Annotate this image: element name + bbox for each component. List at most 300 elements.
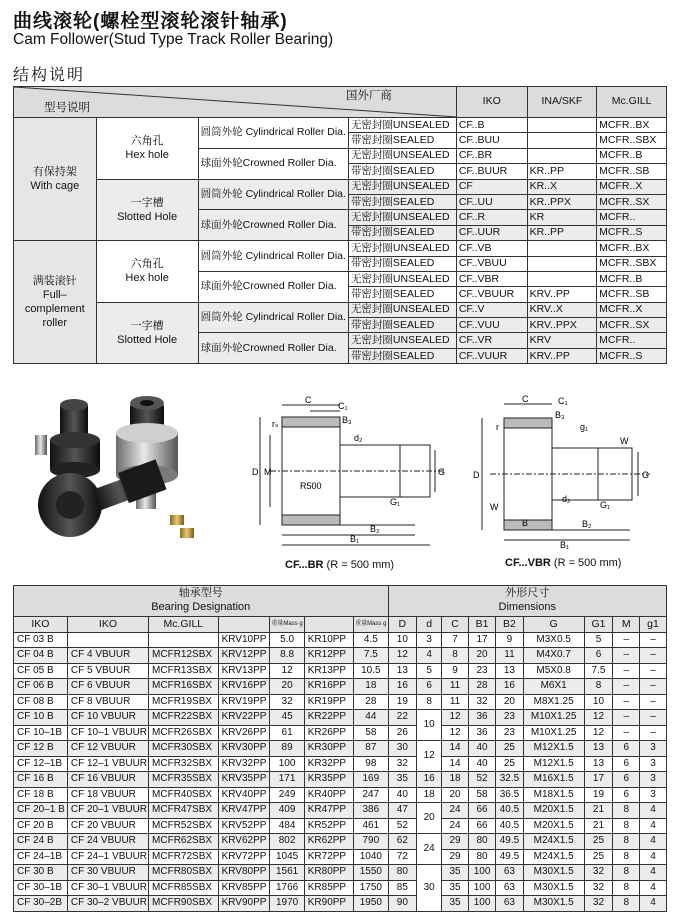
mass-kr: 58 [354, 725, 388, 741]
g1-small: – [640, 710, 667, 726]
mcgill-code: MCFR..SB [597, 164, 667, 179]
kr: KR16PP [304, 679, 353, 695]
g: M4X0.7 [523, 648, 584, 664]
dia-d: 6 [417, 679, 442, 695]
iko: CF 24 B [14, 834, 68, 850]
structure-row [14, 179, 667, 194]
col-iko: IKO [14, 617, 68, 633]
dia-d: 16 [417, 772, 442, 788]
seal-sealed: 带密封圈SEALED [348, 225, 456, 240]
dia-d-outer: 47 [388, 803, 417, 819]
iko-code: CF [456, 179, 527, 194]
dia-d: 12 [417, 741, 442, 772]
dia-d-outer: 90 [388, 896, 417, 912]
iko: CF 05 B [14, 663, 68, 679]
iko-code: CF..BUUR [456, 164, 527, 179]
m: 8 [613, 896, 640, 912]
mass-kr: 1040 [354, 849, 388, 865]
mass-kr: 7.5 [354, 648, 388, 664]
iko: CF 30–1B [14, 880, 68, 896]
mcgill: MCFR35SBX [149, 772, 219, 788]
m: 8 [613, 865, 640, 881]
mcgill: MCFR16SBX [149, 679, 219, 695]
col-g: G [523, 617, 584, 633]
mcgill: MCFR47SBX [149, 803, 219, 819]
krv: KRV32PP [218, 756, 270, 772]
krv: KRV85PP [218, 880, 270, 896]
c: 18 [442, 772, 469, 788]
mcgill-code: MCFR..X [597, 179, 667, 194]
dia-d-outer: 32 [388, 756, 417, 772]
c: 24 [442, 818, 469, 834]
category-with-cage: 有保持架 With cage [14, 118, 97, 241]
g1-small: 3 [640, 741, 667, 757]
mass-krv: 802 [270, 834, 304, 850]
mcgill: MCFR40SBX [149, 787, 219, 803]
g1-small: – [640, 663, 667, 679]
krv: KRV72PP [218, 849, 270, 865]
mass-krv: 12 [270, 663, 304, 679]
table-row [14, 725, 667, 741]
iko-v [67, 632, 148, 648]
dia-d: 30 [417, 865, 442, 912]
m: 8 [613, 849, 640, 865]
dim-rs: rₛ [272, 419, 279, 429]
krv: KRV52PP [218, 818, 270, 834]
roller-cylindrical: 圆筒外轮 Cylindrical Roller Dia. [198, 179, 348, 210]
seal-sealed: 带密封圈SEALED [348, 256, 456, 271]
dia-d-outer: 22 [388, 710, 417, 726]
g: M24X1.5 [523, 849, 584, 865]
seal-unsealed: 无密封圈UNSEALED [348, 210, 456, 225]
m: 8 [613, 834, 640, 850]
krv: KRV40PP [218, 787, 270, 803]
g1: 12 [584, 710, 613, 726]
iko-code: CF..R [456, 210, 527, 225]
iko: CF 16 B [14, 772, 68, 788]
b2: 49.5 [496, 849, 524, 865]
kr: KR47PP [304, 803, 353, 819]
roller-crowned: 球面外轮Crowned Roller Dia. [198, 210, 348, 241]
mass-krv: 100 [270, 756, 304, 772]
mass-krv: 8.8 [270, 648, 304, 664]
g1-small: 4 [640, 803, 667, 819]
iko: CF 20 B [14, 818, 68, 834]
b1: 100 [468, 880, 495, 896]
col-mass-kr: 重量Mass g [354, 617, 388, 633]
dia-d-outer: 85 [388, 880, 417, 896]
g: M20X1.5 [523, 803, 584, 819]
mass-kr: 10.5 [354, 663, 388, 679]
table-row [14, 834, 667, 850]
drawing-cf-br [250, 395, 450, 555]
dim2-b2: B₂ [582, 519, 592, 529]
iko: CF 10 B [14, 710, 68, 726]
mcgill-code: MCFR..BX [597, 118, 667, 133]
hole-type-hex: 六角孔 Hex hole [96, 241, 198, 303]
iko: CF 18 B [14, 787, 68, 803]
ina-code: KR..PP [527, 225, 597, 240]
col-b2: B2 [496, 617, 524, 633]
mass-kr: 247 [354, 787, 388, 803]
g1: 19 [584, 787, 613, 803]
krv: KRV30PP [218, 741, 270, 757]
g1-small: 3 [640, 756, 667, 772]
krv: KRV62PP [218, 834, 270, 850]
dim2-d2: d₂ [562, 494, 571, 504]
mcgill-code: MCFR.. [597, 210, 667, 225]
mcgill-code: MCFR..SBX [597, 256, 667, 271]
g1: 32 [584, 865, 613, 881]
g1: 32 [584, 880, 613, 896]
seal-unsealed: 无密封圈UNSEALED [348, 118, 456, 133]
mass-krv: 89 [270, 741, 304, 757]
b2: 63 [496, 880, 524, 896]
dia-d-outer: 16 [388, 679, 417, 695]
g: M3X0.5 [523, 632, 584, 648]
c: 24 [442, 803, 469, 819]
g1: 13 [584, 756, 613, 772]
mcgill-code: MCFR..B [597, 148, 667, 163]
hole-type-slotted: 一字槽 Slotted Hole [96, 302, 198, 364]
dia-d-outer: 35 [388, 772, 417, 788]
col-b1: B1 [468, 617, 495, 633]
iko: CF 12–1B [14, 756, 68, 772]
mass-kr: 28 [354, 694, 388, 710]
mass-kr: 169 [354, 772, 388, 788]
dia-d: 8 [417, 694, 442, 710]
mcgill-code: MCFR..SBX [597, 133, 667, 148]
krv: KRV22PP [218, 710, 270, 726]
krv: KRV35PP [218, 772, 270, 788]
header-model: 型号说明 [44, 101, 90, 114]
krv: KRV47PP [218, 803, 270, 819]
dim2-g1-thread: G₁ [600, 500, 611, 510]
dim-d-outer: D [252, 467, 259, 477]
mass-krv: 1561 [270, 865, 304, 881]
iko-v: CF 10 VBUUR [67, 710, 148, 726]
iko-v: CF 5 VBUUR [67, 663, 148, 679]
ina-code [527, 256, 597, 271]
dia-d-outer: 72 [388, 849, 417, 865]
b1: 36 [468, 710, 495, 726]
ina-code: KR [527, 210, 597, 225]
iko-code: CF..VBUU [456, 256, 527, 271]
dim2-b1: B₁ [560, 540, 570, 550]
col-krv [218, 617, 270, 633]
iko-v: CF 30 VBUUR [67, 865, 148, 881]
g1: 21 [584, 803, 613, 819]
mass-kr: 18 [354, 679, 388, 695]
b1: 58 [468, 787, 495, 803]
g1: 10 [584, 694, 613, 710]
iko-v: CF 30–1 VBUUR [67, 880, 148, 896]
table-row [14, 679, 667, 695]
mass-kr: 461 [354, 818, 388, 834]
hole-type-slotted: 一字槽 Slotted Hole [96, 179, 198, 241]
b2: 40.5 [496, 803, 524, 819]
c: 7 [442, 632, 469, 648]
g1-small: – [640, 648, 667, 664]
g: M24X1.5 [523, 834, 584, 850]
g1: 25 [584, 849, 613, 865]
iko: CF 30 B [14, 865, 68, 881]
g1-small: 4 [640, 880, 667, 896]
ina-code [527, 271, 597, 286]
ina-code: KRV..X [527, 302, 597, 317]
iko-v: CF 24–1 VBUUR [67, 849, 148, 865]
iko-v: CF 12–1 VBUUR [67, 756, 148, 772]
iko-v: CF 20–1 VBUUR [67, 803, 148, 819]
b1: 17 [468, 632, 495, 648]
b1: 32 [468, 694, 495, 710]
c: 20 [442, 787, 469, 803]
g1-small: – [640, 725, 667, 741]
dim-g1: G₁ [390, 497, 401, 507]
dia-d-outer: 30 [388, 741, 417, 757]
kr: KR13PP [304, 663, 353, 679]
mcgill: MCFR80SBX [149, 865, 219, 881]
b1: 28 [468, 679, 495, 695]
m: – [613, 663, 640, 679]
dim-b1: B₁ [350, 534, 360, 544]
col-m: M [613, 617, 640, 633]
b1: 66 [468, 803, 495, 819]
b2: 16 [496, 679, 524, 695]
iko: CF 30–2B [14, 896, 68, 912]
mass-krv: 20 [270, 679, 304, 695]
seal-sealed: 带密封圈SEALED [348, 287, 456, 302]
mcgill [149, 632, 219, 648]
roller-crowned: 球面外轮Crowned Roller Dia. [198, 271, 348, 302]
mcgill: MCFR26SBX [149, 725, 219, 741]
table-row [14, 741, 667, 757]
kr: KR90PP [304, 896, 353, 912]
mcgill: MCFR85SBX [149, 880, 219, 896]
ina-code: KRV [527, 333, 597, 348]
header-iko: IKO [456, 87, 527, 118]
m: – [613, 725, 640, 741]
iko-code: CF..VBR [456, 271, 527, 286]
seal-sealed: 带密封圈SEALED [348, 348, 456, 363]
g1: 8 [584, 679, 613, 695]
header-mcgill: Mc.GILL [597, 87, 667, 118]
iko-code: CF..VUUR [456, 348, 527, 363]
roller-crowned: 球面外轮Crowned Roller Dia. [198, 333, 348, 364]
kr: KR32PP [304, 756, 353, 772]
mass-krv: 5.0 [270, 632, 304, 648]
dim2-b: B [522, 518, 529, 528]
iko-v: CF 4 VBUUR [67, 648, 148, 664]
mcgill-code: MCFR..BX [597, 241, 667, 256]
seal-unsealed: 无密封圈UNSEALED [348, 271, 456, 286]
ina-code: KRV..PPX [527, 318, 597, 333]
ina-code: KR..X [527, 179, 597, 194]
iko-code: CF..VUU [456, 318, 527, 333]
seal-unsealed: 无密封圈UNSEALED [348, 241, 456, 256]
col-d: D [388, 617, 417, 633]
b2: 23 [496, 710, 524, 726]
g: M12X1.5 [523, 741, 584, 757]
mass-kr: 386 [354, 803, 388, 819]
mass-krv: 61 [270, 725, 304, 741]
col-mcgill: Mc.GILL [149, 617, 219, 633]
kr: KR19PP [304, 694, 353, 710]
c: 9 [442, 663, 469, 679]
g1: 25 [584, 834, 613, 850]
b2: 63 [496, 896, 524, 912]
header-dimensions: 外形尺寸 Dimensions [388, 586, 666, 617]
b2: 11 [496, 648, 524, 664]
mass-krv: 1970 [270, 896, 304, 912]
dia-d: 18 [417, 787, 442, 803]
table-row [14, 803, 667, 819]
mcgill-code: MCFR..S [597, 348, 667, 363]
structure-row [14, 241, 667, 256]
table-row [14, 849, 667, 865]
kr: KR35PP [304, 772, 353, 788]
g1-small: – [640, 679, 667, 695]
c: 35 [442, 896, 469, 912]
g1-small: 3 [640, 787, 667, 803]
iko: CF 24–1B [14, 849, 68, 865]
m: 8 [613, 818, 640, 834]
g1-small: – [640, 694, 667, 710]
g1: 7.5 [584, 663, 613, 679]
mcgill: MCFR13SBX [149, 663, 219, 679]
dim-m: M [264, 467, 272, 477]
b2: 9 [496, 632, 524, 648]
b1: 36 [468, 725, 495, 741]
iko-v: CF 12 VBUUR [67, 741, 148, 757]
g1-small: 3 [640, 772, 667, 788]
g: M30X1.5 [523, 865, 584, 881]
m: 8 [613, 880, 640, 896]
krv: KRV10PP [218, 632, 270, 648]
iko: CF 08 B [14, 694, 68, 710]
mass-krv: 45 [270, 710, 304, 726]
b1: 100 [468, 896, 495, 912]
iko-v: CF 8 VBUUR [67, 694, 148, 710]
mcgill-code: MCFR..B [597, 271, 667, 286]
dia-d-outer: 12 [388, 648, 417, 664]
caption-cf-vbr: CF...VBR (R = 500 mm) [505, 557, 622, 569]
dia-d-outer: 62 [388, 834, 417, 850]
m: 8 [613, 803, 640, 819]
dia-d-outer: 40 [388, 787, 417, 803]
kr: KR80PP [304, 865, 353, 881]
roller-cylindrical: 圆筒外轮 Cylindrical Roller Dia. [198, 118, 348, 149]
ina-code [527, 148, 597, 163]
dia-d: 10 [417, 710, 442, 741]
g1-small: 4 [640, 834, 667, 850]
iko-code: CF..V [456, 302, 527, 317]
g: M18X1.5 [523, 787, 584, 803]
m: – [613, 648, 640, 664]
ina-code: KR..PPX [527, 194, 597, 209]
mcgill-code: MCFR..SX [597, 194, 667, 209]
roller-cylindrical: 圆筒外轮 Cylindrical Roller Dia. [198, 241, 348, 272]
iko: CF 03 B [14, 632, 68, 648]
drawing-cf-vbr [470, 390, 665, 550]
header-maker: 国外厂商 [345, 90, 392, 102]
iko-code: CF..VB [456, 241, 527, 256]
g1: 13 [584, 741, 613, 757]
table-row [14, 710, 667, 726]
dim-r500: R500 [300, 481, 322, 491]
mcgill: MCFR19SBX [149, 694, 219, 710]
g1: 21 [584, 818, 613, 834]
b2: 32.5 [496, 772, 524, 788]
iko-v: CF 24 VBUUR [67, 834, 148, 850]
b2: 25 [496, 756, 524, 772]
kr: KR10PP [304, 632, 353, 648]
dim2-d-outer: D [473, 470, 480, 480]
g1-small: 4 [640, 818, 667, 834]
mass-kr: 87 [354, 741, 388, 757]
structure-row [14, 302, 667, 317]
c: 14 [442, 741, 469, 757]
mass-kr: 44 [354, 710, 388, 726]
mass-krv: 249 [270, 787, 304, 803]
kr: KR85PP [304, 880, 353, 896]
kr: KR52PP [304, 818, 353, 834]
dim-c1: C₁ [338, 401, 348, 411]
dim2-g1: g₁ [580, 422, 589, 432]
c: 35 [442, 880, 469, 896]
c: 11 [442, 694, 469, 710]
kr: KR40PP [304, 787, 353, 803]
b2: 40.5 [496, 818, 524, 834]
table-row [14, 694, 667, 710]
c: 8 [442, 648, 469, 664]
iko-v: CF 18 VBUUR [67, 787, 148, 803]
mcgill-code: MCFR..SX [597, 318, 667, 333]
g: M8X1.25 [523, 694, 584, 710]
b1: 80 [468, 849, 495, 865]
c: 11 [442, 679, 469, 695]
g1: 6 [584, 648, 613, 664]
iko-code: CF..UUR [456, 225, 527, 240]
b2: 63 [496, 865, 524, 881]
m: 6 [613, 741, 640, 757]
m: – [613, 694, 640, 710]
b1: 40 [468, 756, 495, 772]
b1: 100 [468, 865, 495, 881]
iko-v: CF 10–1 VBUUR [67, 725, 148, 741]
table-row [14, 756, 667, 772]
iko-code: CF..VR [456, 333, 527, 348]
dim-b2: B₂ [370, 524, 380, 534]
krv: KRV19PP [218, 694, 270, 710]
m: 6 [613, 787, 640, 803]
g: M10X1.25 [523, 725, 584, 741]
dia-d-outer: 52 [388, 818, 417, 834]
mass-krv: 1766 [270, 880, 304, 896]
dim-b3: B₃ [342, 415, 352, 425]
dim2-b3: B₃ [555, 410, 565, 420]
g: M12X1.5 [523, 756, 584, 772]
col-g1: G1 [584, 617, 613, 633]
page-title-cn: 曲线滚轮(螺栓型滚轮滚针轴承) [13, 11, 288, 32]
iko-code: CF..VBUUR [456, 287, 527, 302]
model-maker-header-cell [14, 87, 457, 118]
header-ina: INA/SKF [527, 87, 597, 118]
g: M6X1 [523, 679, 584, 695]
b2: 20 [496, 694, 524, 710]
b1: 20 [468, 648, 495, 664]
iko: CF 06 B [14, 679, 68, 695]
